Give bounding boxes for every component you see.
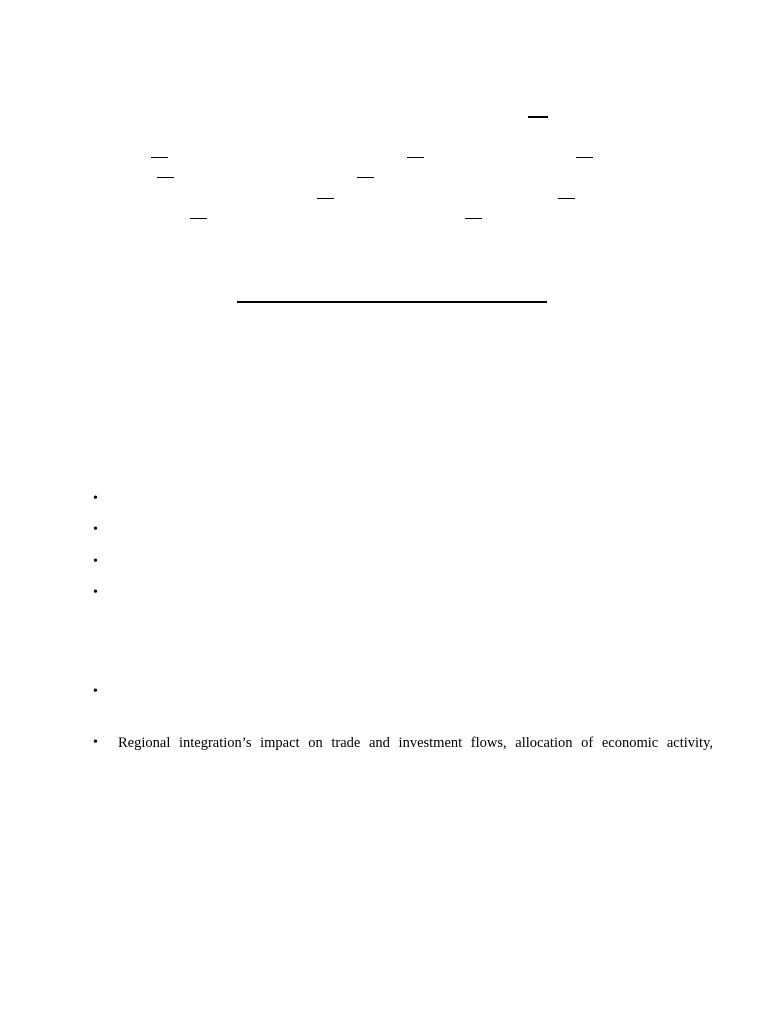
- list-item: [93, 520, 723, 540]
- list-item-text: Regional integration’s impact on trade and investment flows, allocation of economic activity,: [118, 735, 713, 751]
- underline-mark[interactable]: [528, 116, 548, 118]
- horizontal-rule: [237, 301, 547, 303]
- underline-mark[interactable]: [357, 177, 374, 178]
- underline-mark[interactable]: [407, 157, 424, 158]
- list-item: [93, 552, 723, 572]
- list-item: [93, 733, 723, 753]
- bullet-marker: •: [93, 735, 98, 750]
- bullet-marker: •: [93, 684, 98, 699]
- bullet-marker: •: [93, 491, 98, 506]
- underline-mark[interactable]: [317, 198, 334, 199]
- underline-mark[interactable]: [465, 218, 482, 219]
- bullet-marker: •: [93, 585, 98, 600]
- underline-mark[interactable]: [157, 177, 174, 178]
- underline-mark[interactable]: [190, 218, 207, 219]
- underline-mark[interactable]: [151, 157, 168, 158]
- underline-mark[interactable]: [558, 198, 575, 199]
- underline-mark[interactable]: [576, 157, 593, 158]
- list-item: [93, 682, 723, 702]
- bullet-marker: •: [93, 554, 98, 569]
- list-item: [93, 583, 723, 603]
- bullet-marker: •: [93, 522, 98, 537]
- list-item: [93, 489, 723, 509]
